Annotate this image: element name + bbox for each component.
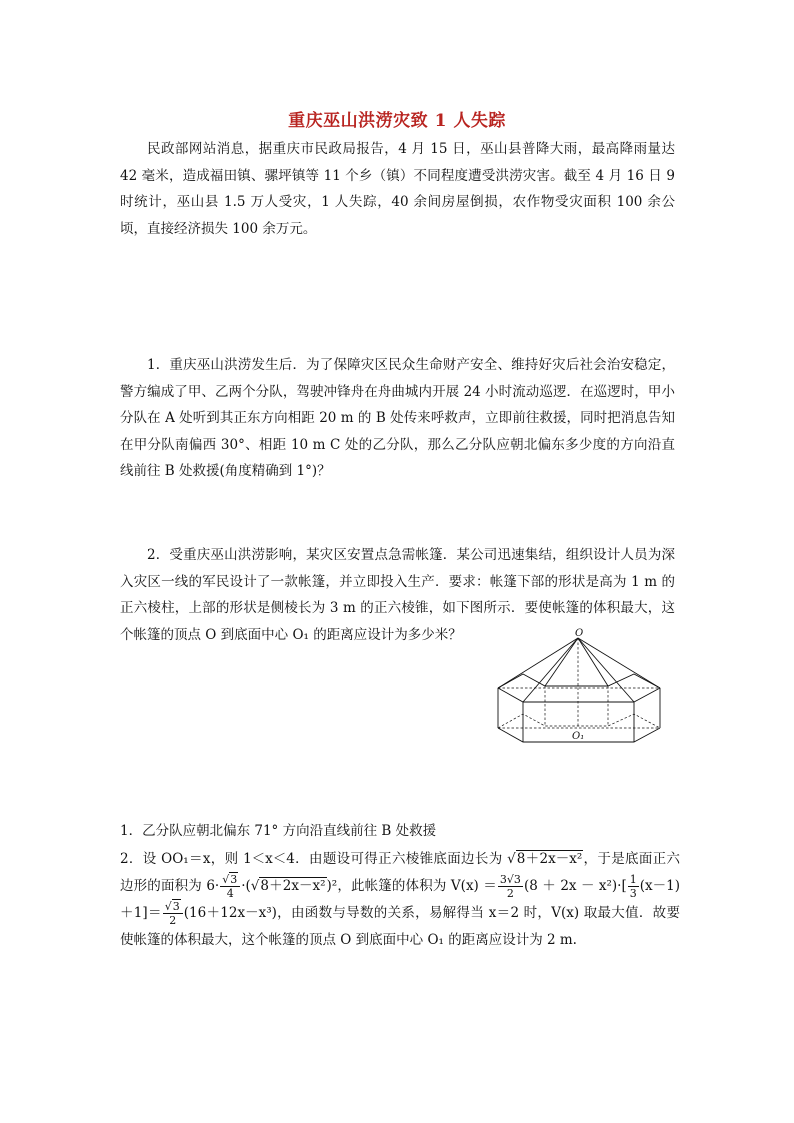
fraction-denominator: 3 <box>629 886 637 900</box>
answer-2-part2: ，于是底面正六边形的面积为 6· <box>120 851 680 894</box>
answer-1: 1．乙分队应朝北偏东 71° 方向沿直线前往 B 处救援 <box>120 823 437 839</box>
answer-2-part7: (16＋12x－x³)，由函数与导数的关系，易解得当 x＝2 时，V(x) 取最大值．故要使帐篷的体积最大，这个帐篷的顶点 O 到底面中心 O₁ 的距离应设计为 2 m. <box>120 904 680 948</box>
sqrt-symbol: √ <box>507 851 516 867</box>
fraction-numerator: 3√3 <box>499 872 521 886</box>
fraction-1-over-3 <box>628 873 639 900</box>
answer-2-part6: (x－1) ＋1]＝ <box>120 877 680 921</box>
answer-2-part3: ·( <box>241 877 251 894</box>
answer-2-part5: (8 ＋ 2x － x²)·[ <box>523 877 627 894</box>
fraction-sqrt3-over-2 <box>163 900 183 927</box>
fraction-sqrt3-over-4 <box>220 873 240 900</box>
center-label-o1: O₁ <box>572 731 585 742</box>
fraction-numerator: 3 <box>230 872 238 886</box>
answer-2 <box>120 846 680 953</box>
fraction-3sqrt3-over-2 <box>498 873 523 900</box>
sqrt-expression: 8＋2x－x² <box>516 851 583 867</box>
page-title: 重庆巫山洪涝灾致 1 人失踪 <box>288 111 506 131</box>
fraction-numerator: 3 <box>172 899 180 913</box>
sqrt-symbol: √ <box>250 877 260 894</box>
fraction-denominator: 2 <box>506 886 514 900</box>
tent-figure <box>490 626 670 756</box>
fraction-denominator: 4 <box>226 886 234 900</box>
sqrt-symbol: √ <box>222 872 230 886</box>
fraction-numerator: 1 <box>629 872 637 886</box>
answer-2-part4: )²，此帐篷的体积为 V(x) ＝ <box>326 877 497 894</box>
answer-2-part1: 2．设 OO₁＝x，则 1＜x＜4．由题设可得正六棱锥底面边长为 <box>120 851 508 867</box>
question-2: 2．受重庆巫山洪涝影响，某灾区安置点急需帐篷．某公司迅速集结，组织设计人员为深入灾区一线的军民设计了一款帐篷，并立即投入生产．要求：帐篷下部的形状是高为 1 m 的正六棱柱，上部的形状是侧棱长为 3 m 的正六棱锥，如下图所示．要使帐篷的体积最大，这个帐篷的顶点 O 到底面中心 O₁ 的距离应设计为多少米？ <box>120 547 675 643</box>
sqrt-expression-2: 8＋2x－x² <box>260 877 326 894</box>
sqrt-symbol: √ <box>164 899 172 913</box>
vertex-label-o: O <box>575 628 584 639</box>
news-paragraph: 民政部网站消息，据重庆市民政局报告，4 月 15 日，巫山县普降大雨，最高降雨量达 42 毫米，造成福田镇、骡坪镇等 11 个乡（镇）不同程度遭受洪涝灾害。截至 4 月 16 日 9 时统计，巫山县 1.5 万人受灾，1 人失踪，40 余间房屋倒损，农作物受灾面积 100 余公顷，直接经济损失 100 余万元。 <box>120 141 675 237</box>
fraction-denominator: 2 <box>169 913 177 927</box>
question-1: 1．重庆巫山洪涝发生后．为了保障灾区民众生命财产安全、维持好灾后社会治安稳定，警方编成了甲、乙两个分队，驾驶冲锋舟在舟曲城内开展 24 小时流动巡逻．在巡逻时，甲小分队在 A 处听到其正东方向相距 20 m 的 B 处传来呼救声，立即前往救援，同时把消息告知在甲分队南偏西 30°、相距 10 m C 处的乙分队，那么乙分队应朝北偏东多少度的方向沿直线前往 B 处救援(角度精确到 1°)？ <box>120 357 675 479</box>
